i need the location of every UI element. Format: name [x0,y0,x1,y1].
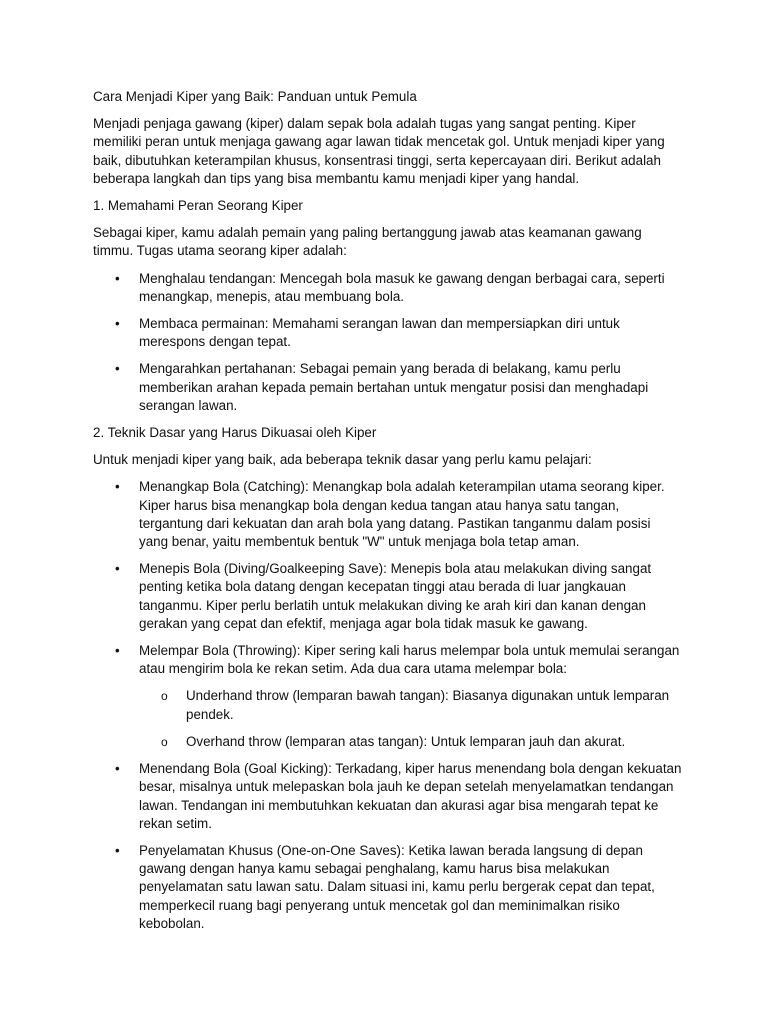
section-1-list [93,270,683,415]
list-item: • Menendang Bola (Goal Kicking): Terkadang, kiper harus menendang bola dengan kekuatan besar, misalnya untuk melepaskan bola jauh ke depan setelah menyelamatkan tendangan lawan. Tendangan ini membutuhkan kekuatan dan akurasi agar bisa mengarah tepat ke rekan setim. [93,760,683,833]
list-item: • Menepis Bola (Diving/Goalkeeping Save): Menepis bola atau melakukan diving sangat penting ketika bola datang dengan kecepatan tinggi atau berada di luar jangkauan tanganmu. Kiper perlu berlatih untuk melakukan diving ke arah kiri dan kanan dengan gerakan yang cepat dan efektif, menjaga agar bola tidak masuk ke gawang. [93,560,683,633]
list-item-throwing [93,642,683,751]
section-2-heading: 2. Teknik Dasar yang Harus Dikuasai oleh Kiper [93,425,377,441]
list-item: • Menangkap Bola (Catching): Menangkap bola adalah keterampilan utama seorang kiper. Kiper harus bisa menangkap bola dengan kedua tangan atau hanya satu tangan, tergantung dari kekuatan dan arah bola yang datang. Pastikan tanganmu dalam posisi yang benar, yaitu membentuk bentuk "W" untuk menjaga bola tetap aman. [93,478,683,551]
section-1-heading: 1. Memahami Peran Seorang Kiper [93,198,303,214]
list-item: • Membaca permainan: Memahami serangan lawan dan mempersiapkan diri untuk merespons dengan tepat. [93,315,683,351]
list-item: • Mengarahkan pertahanan: Sebagai pemain yang berada di belakang, kamu perlu memberikan arahan kepada pemain bertahan untuk mengatur posisi dan menghadapi serangan lawan. [93,360,683,415]
sub-list-item: o Overhand throw (lemparan atas tangan): Untuk lemparan jauh dan akurat. [93,733,683,751]
throwing-sublist [93,687,683,751]
list-item-text: Melempar Bola (Throwing): Kiper sering kali harus melempar bola untuk memulai serangan atau mengirim bola ke rekan setim. Ada dua cara utama melempar bola: [139,643,680,677]
sub-list-item: o Underhand throw (lemparan bawah tangan): Biasanya digunakan untuk lemparan pendek. [93,687,683,723]
list-item: • Menghalau tendangan: Mencegah bola masuk ke gawang dengan berbagai cara, seperti menangkap, menepis, atau membuang bola. [93,270,683,306]
document-content [93,88,683,942]
section-2-paragraph: Untuk menjadi kiper yang baik, ada beberapa teknik dasar yang perlu kamu pelajari: [93,452,592,468]
intro-paragraph: Menjadi penjaga gawang (kiper) dalam sepak bola adalah tugas yang sangat penting. Kiper memiliki peran untuk menjaga gawang agar lawan tidak mencetak gol. Untuk menjadi kiper yang baik, dibutuhkan keterampilan khusus, konsentrasi tinggi, serta kepercayaan diri. Berikut adalah beberapa langkah dan tips yang bisa membantu kamu menjadi kiper yang handal. [93,116,665,186]
list-item: • Penyelamatan Khusus (One-on-One Saves): Ketika lawan berada langsung di depan gawang dengan hanya kamu sebagai penghalang, kamu harus bisa melakukan penyelamatan satu lawan satu. Dalam situasi ini, kamu perlu bergerak cepat dan tepat, memperkecil ruang bagi penyerang untuk mencetak gol dan meminimalkan risiko kebobolan. [93,842,683,933]
document-title: Cara Menjadi Kiper yang Baik: Panduan untuk Pemula [93,89,417,104]
section-1-paragraph: Sebagai kiper, kamu adalah pemain yang paling bertanggung jawab atas keamanan gawang timmu. Tugas utama seorang kiper adalah: [93,225,642,259]
section-2-list [93,478,683,932]
